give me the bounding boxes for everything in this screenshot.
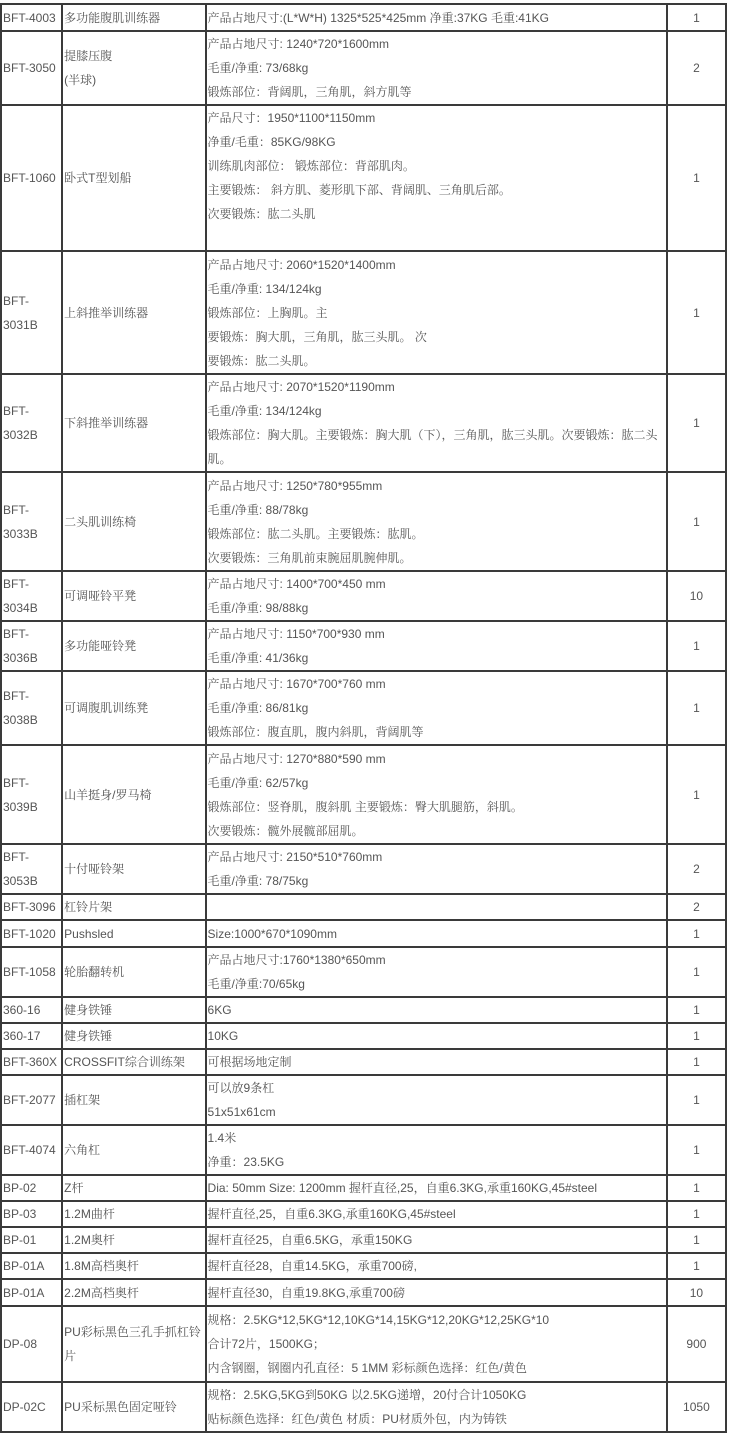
- spec-cell-line: 内含钢圈，钢圈内孔直径：5 1MM 彩标颜色选择：红色/黄色: [207, 1361, 527, 1375]
- product-name-cell-line: 健身铁锤: [64, 1029, 113, 1043]
- spec-cell-line: 握杆直径28，自重14.5KG，承重700磅,: [207, 1259, 417, 1273]
- quantity-cell: [667, 671, 726, 745]
- product-name-cell-line: 十付哑铃架: [64, 862, 125, 876]
- spec-cell: [206, 894, 667, 920]
- spec-cell-line: 1.4米: [207, 1131, 237, 1145]
- product-name-cell-line: 山羊挺身/罗马椅: [64, 787, 152, 802]
- product-name-cell: [62, 1279, 205, 1306]
- product-name-cell: [62, 374, 205, 472]
- product-name-cell: [62, 621, 205, 671]
- spec-cell-line: 锻炼部位：竖脊肌，腹斜肌 主要锻炼：臀大肌腿筋，斜肌。: [207, 799, 523, 814]
- quantity-cell: [667, 1125, 726, 1175]
- quantity-value: 2: [693, 61, 700, 75]
- model-cell: [1, 947, 62, 997]
- model-cell-line: DP-08: [3, 1337, 38, 1351]
- quantity-cell: [667, 105, 726, 251]
- quantity-cell: [667, 894, 726, 920]
- quantity-cell: [667, 1279, 726, 1306]
- table-row: [1, 1201, 726, 1227]
- product-name-cell-line: 二头肌训练椅: [64, 514, 137, 529]
- quantity-value: 1: [693, 1143, 700, 1157]
- spec-cell-line: 次要锻炼：肱二头肌: [207, 207, 316, 221]
- product-name-cell: [62, 571, 205, 621]
- quantity-cell: [667, 997, 726, 1023]
- model-cell-line: BFT-4003: [3, 10, 56, 25]
- model-cell-line: 3036B: [3, 651, 38, 665]
- model-cell-line: BFT-: [3, 577, 29, 591]
- product-name-cell: [62, 745, 205, 844]
- quantity-value: 1: [693, 514, 700, 529]
- spec-cell-line: 产品占地尺寸: 1270*880*590 mm: [207, 751, 386, 766]
- spec-cell-line: Size:1000*670*1090mm: [207, 926, 337, 941]
- quantity-cell: [667, 1306, 726, 1382]
- quantity-value: 1: [693, 1093, 700, 1107]
- table-row: [1, 1075, 726, 1125]
- spec-cell: [206, 1049, 667, 1075]
- spec-cell: [206, 1175, 667, 1201]
- spec-cell: [206, 1125, 667, 1175]
- spec-cell-line: 次要锻炼：髋外展髋部屈肌。: [207, 823, 364, 838]
- model-cell-line: BFT-: [3, 850, 29, 864]
- product-name-cell-line: 多功能哑铃凳: [64, 639, 137, 653]
- product-name-cell-line: 杠铃片架: [64, 900, 113, 914]
- quantity-value: 1: [693, 926, 700, 941]
- table-row: [1, 4, 726, 31]
- model-cell-line: 3053B: [3, 874, 38, 888]
- model-cell: [1, 374, 62, 472]
- spec-cell-line: 产品占地尺寸: 2070*1520*1190mm: [207, 380, 395, 394]
- quantity-value: 1: [693, 787, 700, 802]
- product-name-cell-line: 片: [64, 1349, 77, 1363]
- model-cell: [1, 1201, 62, 1227]
- model-cell-line: BFT-: [3, 775, 29, 790]
- quantity-value: 2: [693, 900, 700, 914]
- quantity-cell: [667, 1175, 726, 1201]
- model-cell-line: BFT-1060: [3, 171, 56, 185]
- table-row: [1, 1227, 726, 1253]
- product-name-cell-line: Z杆: [64, 1181, 84, 1195]
- product-name-cell: [62, 1023, 205, 1049]
- product-name-cell: [62, 671, 205, 745]
- quantity-cell: [667, 1049, 726, 1075]
- product-name-cell: [62, 251, 205, 374]
- quantity-cell: [667, 1075, 726, 1125]
- table-row: [1, 997, 726, 1023]
- spec-cell-line: [208, 226, 666, 250]
- quantity-value: 1: [693, 1233, 700, 1247]
- model-cell-line: BFT-: [3, 293, 29, 308]
- product-name-cell: [62, 472, 205, 571]
- spec-cell-line: [208, 895, 666, 919]
- spec-cell: [206, 745, 667, 844]
- model-cell-line: BFT-: [3, 689, 29, 703]
- spec-cell-line: 锻炼部位：背阔肌，三角肌，斜方肌等: [207, 85, 412, 99]
- spec-cell: [206, 1253, 667, 1279]
- model-cell-line: 3038B: [3, 713, 38, 727]
- product-name-cell-line: 可调腹肌训练凳: [64, 701, 149, 715]
- table-row: [1, 894, 726, 920]
- spec-cell-line: 可以放9条杠: [207, 1081, 275, 1095]
- model-cell-line: 3033B: [3, 526, 38, 541]
- product-name-cell: [62, 105, 205, 251]
- spec-cell-line: 净重：23.5KG: [207, 1155, 285, 1169]
- model-cell: [1, 894, 62, 920]
- product-name-cell-line: 提膝压腹: [64, 49, 113, 63]
- product-name-cell-line: 上斜推举训练器: [64, 305, 149, 320]
- spec-cell: [206, 251, 667, 374]
- quantity-value: 1: [693, 1055, 700, 1069]
- model-cell: [1, 1279, 62, 1306]
- product-name-cell-line: PU采标黑色固定哑铃: [64, 1400, 177, 1414]
- product-name-cell: [62, 997, 205, 1023]
- quantity-cell: [667, 1201, 726, 1227]
- model-cell-line: BFT-: [3, 627, 29, 641]
- model-cell: [1, 472, 62, 571]
- quantity-value: 2: [693, 862, 700, 876]
- product-name-cell: [62, 947, 205, 997]
- model-cell-line: BFT-360X: [3, 1055, 58, 1069]
- table-row: [1, 31, 726, 105]
- quantity-value: 1: [693, 1003, 700, 1017]
- quantity-value: 1: [693, 701, 700, 715]
- table-row: [1, 251, 726, 374]
- spec-cell-line: 毛重/净重: 98/88kg: [207, 601, 309, 615]
- model-cell-line: 3031B: [3, 317, 38, 332]
- spec-cell: [206, 1075, 667, 1125]
- model-cell: [1, 1306, 62, 1382]
- spec-cell-line: 毛重/净重: 73/68kg: [207, 61, 309, 75]
- product-name-cell-line: 六角杠: [64, 1143, 101, 1157]
- model-cell-line: BP-01A: [3, 1259, 45, 1273]
- table-row: [1, 571, 726, 621]
- table-row: [1, 1175, 726, 1201]
- spec-cell: [206, 31, 667, 105]
- spec-cell-line: 锻炼部位：上胸肌。主: [207, 305, 328, 320]
- spec-cell-line: 握杆直径25，自重6.5KG，承重150KG: [207, 1233, 413, 1247]
- quantity-cell: [667, 1023, 726, 1049]
- product-name-cell: [62, 894, 205, 920]
- model-cell: [1, 251, 62, 374]
- model-cell: [1, 920, 62, 947]
- quantity-cell: [667, 571, 726, 621]
- product-name-cell: [62, 1201, 205, 1227]
- spec-cell-line: 产品占地尺寸: 1150*700*930 mm: [207, 627, 385, 641]
- product-name-cell: [62, 1306, 205, 1382]
- model-cell-line: 3032B: [3, 428, 38, 442]
- spec-cell-line: 规格：2.5KG,5KG到50KG 以2.5KG递增，20付合计1050KG: [207, 1388, 527, 1402]
- product-name-cell-line: 健身铁锤: [64, 1003, 113, 1017]
- spec-cell-line: 肌。: [207, 452, 232, 466]
- spec-cell-line: 可根据场地定制: [207, 1055, 292, 1069]
- spec-cell-line: 毛重/净重: 134/124kg: [207, 404, 322, 418]
- spec-cell-line: 产品占地尺寸: 1250*780*955mm: [207, 478, 383, 493]
- table-body: [1, 4, 726, 1432]
- model-cell-line: BP-02: [3, 1181, 37, 1195]
- quantity-cell: [667, 4, 726, 31]
- spec-cell-line: 产品占地尺寸:1760*1380*650mm: [207, 953, 386, 967]
- quantity-value: 1: [693, 416, 700, 430]
- spec-cell-line: 6KG: [207, 1003, 232, 1017]
- quantity-value: 1: [693, 10, 700, 25]
- model-cell: [1, 4, 62, 31]
- product-name-cell-line: 1.8M高档奥杆: [64, 1259, 139, 1273]
- quantity-value: 1: [693, 1029, 700, 1043]
- spec-cell-line: 51x51x61cm: [207, 1105, 276, 1119]
- spec-cell-line: 毛重/净重: 88/78kg: [207, 502, 309, 517]
- spec-cell-line: 握杆直径,25，自重6.3KG,承重160KG,45#steel: [207, 1207, 456, 1221]
- model-cell-line: BFT-: [3, 404, 29, 418]
- spec-cell-line: 主要锻炼： 斜方肌、菱形肌下部、背阔肌、三角肌后部。: [207, 183, 511, 197]
- table-row: [1, 1049, 726, 1075]
- model-cell: [1, 621, 62, 671]
- product-name-cell: [62, 1125, 205, 1175]
- model-cell: [1, 745, 62, 844]
- spec-cell: [206, 947, 667, 997]
- spec-cell: [206, 1279, 667, 1306]
- quantity-value: 1: [693, 965, 700, 979]
- spec-cell-line: 毛重/净重: 134/124kg: [207, 281, 322, 296]
- table-row: [1, 374, 726, 472]
- table-row: [1, 671, 726, 745]
- spec-cell-line: 次要锻炼：三角肌前束腕屈肌腕伸肌。: [207, 550, 412, 565]
- model-cell: [1, 1125, 62, 1175]
- model-cell-line: DP-02C: [3, 1400, 46, 1414]
- table-row: [1, 1306, 726, 1382]
- model-cell: [1, 1382, 62, 1432]
- quantity-value: 1050: [683, 1400, 710, 1414]
- spec-cell-line: 毛重/净重: 41/36kg: [207, 651, 309, 665]
- quantity-value: 900: [686, 1337, 707, 1351]
- table-row: [1, 105, 726, 251]
- spec-cell-line: 毛重/净重: 78/75kg: [207, 874, 309, 888]
- spec-cell-line: 毛重/净重:70/65kg: [207, 977, 305, 991]
- product-name-cell-line: 下斜推举训练器: [64, 416, 149, 430]
- model-cell: [1, 844, 62, 894]
- spec-cell-line: 产品占地尺寸: 2150*510*760mm: [207, 850, 383, 864]
- spec-cell-line: 净重/毛重：85KG/98KG: [207, 135, 336, 149]
- spec-cell: [206, 671, 667, 745]
- spec-cell: [206, 920, 667, 947]
- quantity-cell: [667, 844, 726, 894]
- product-name-cell-line: Pushsled: [64, 926, 114, 941]
- spec-cell-line: 产品占地尺寸:(L*W*H) 1325*525*425mm 净重:37KG 毛重:41KG: [207, 10, 549, 25]
- quantity-cell: [667, 1227, 726, 1253]
- table-row: [1, 1279, 726, 1306]
- spec-cell-line: 合计72片，1500KG；: [207, 1337, 325, 1351]
- spec-cell: [206, 105, 667, 251]
- spec-cell: [206, 621, 667, 671]
- model-cell: [1, 1253, 62, 1279]
- table-row: [1, 1253, 726, 1279]
- model-cell-line: 360-16: [3, 1003, 41, 1017]
- model-cell: [1, 1075, 62, 1125]
- model-cell: [1, 1227, 62, 1253]
- spec-cell: [206, 1306, 667, 1382]
- spec-cell-line: 训练肌肉部位： 锻炼部位：背部肌肉。: [207, 159, 415, 173]
- model-cell-line: BFT-4074: [3, 1143, 56, 1157]
- quantity-value: 1: [693, 1259, 700, 1273]
- spec-cell-line: 锻炼部位：腹直肌，腹内斜肌，背阔肌等: [207, 725, 424, 739]
- spec-cell-line: 10KG: [207, 1029, 239, 1043]
- product-name-cell: [62, 1049, 205, 1075]
- model-cell-line: BFT-: [3, 502, 29, 517]
- model-cell: [1, 31, 62, 105]
- table-row: [1, 920, 726, 947]
- model-cell: [1, 1049, 62, 1075]
- product-name-cell-line: 多功能腹肌训练器: [64, 10, 161, 25]
- table-row: [1, 947, 726, 997]
- spec-cell-line: 产品占地尺寸: 1400*700*450 mm: [207, 577, 386, 591]
- product-name-cell: [62, 1227, 205, 1253]
- table-row: [1, 844, 726, 894]
- model-cell-line: 360-17: [3, 1029, 41, 1043]
- spec-cell-line: 锻炼部位：肱二头肌。主要锻炼：肱肌。: [207, 526, 424, 541]
- quantity-value: 1: [693, 305, 700, 320]
- spec-cell-line: 贴标颜色选择：红色/黄色 材质：PU材质外包，内为铸铁: [207, 1412, 507, 1426]
- spec-cell-line: 产品占地尺寸: 2060*1520*1400mm: [207, 257, 396, 272]
- spec-cell-line: 产品占地尺寸: 1670*700*760 mm: [207, 677, 386, 691]
- table-row: [1, 1382, 726, 1432]
- quantity-value: 1: [693, 1207, 700, 1221]
- model-cell-line: BP-03: [3, 1207, 37, 1221]
- product-name-cell-line: 插杠架: [64, 1093, 101, 1107]
- table-row: [1, 1125, 726, 1175]
- quantity-cell: [667, 947, 726, 997]
- spec-cell-line: 产品占地尺寸: 1240*720*1600mm: [207, 37, 389, 51]
- product-name-cell-line: 可调哑铃平凳: [64, 589, 137, 603]
- model-cell: [1, 671, 62, 745]
- model-cell-line: BFT-2077: [3, 1093, 56, 1107]
- product-name-cell: [62, 920, 205, 947]
- model-cell: [1, 997, 62, 1023]
- product-name-cell-line: 1.2M曲杆: [64, 1207, 115, 1221]
- model-cell-line: BP-01A: [3, 1285, 45, 1300]
- spec-cell-line: 握杆直径30，自重19.8KG,承重700磅: [207, 1285, 405, 1300]
- product-name-cell-line: CROSSFIT综合训练架: [64, 1055, 185, 1069]
- quantity-cell: [667, 920, 726, 947]
- model-cell: [1, 1023, 62, 1049]
- spec-cell: [206, 844, 667, 894]
- table-row: [1, 621, 726, 671]
- spec-cell-line: 锻炼部位：胸大肌。主要锻炼：胸大肌（下），三角肌，肱三头肌。次要锻炼：肱二头: [207, 428, 658, 442]
- product-name-cell-line: 2.2M高档奥杆: [64, 1285, 139, 1300]
- spec-cell: [206, 997, 667, 1023]
- spec-cell-line: 毛重/净重: 86/81kg: [207, 701, 309, 715]
- model-cell-line: BFT-3096: [3, 900, 56, 914]
- quantity-cell: [667, 251, 726, 374]
- model-cell: [1, 1175, 62, 1201]
- quantity-cell: [667, 621, 726, 671]
- product-name-cell-line: 卧式T型划船: [64, 171, 132, 185]
- spec-cell-line: 规格：2.5KG*12,5KG*12,10KG*14,15KG*12,20KG*12,25KG*10: [207, 1313, 550, 1327]
- table-row: [1, 1023, 726, 1049]
- model-cell-line: BFT-3050: [3, 61, 56, 75]
- product-name-cell: [62, 1175, 205, 1201]
- model-cell-line: BFT-1058: [3, 965, 56, 979]
- spec-cell: [206, 1201, 667, 1227]
- quantity-cell: [667, 745, 726, 844]
- product-name-cell-line: PU彩标黑色三孔手抓杠铃: [64, 1325, 201, 1339]
- spec-cell: [206, 1382, 667, 1432]
- spec-cell-line: 产品尺寸：1950*1100*1150mm: [207, 111, 376, 125]
- product-name-cell-line: 1.2M奥杆: [64, 1233, 115, 1247]
- model-cell-line: BFT-1020: [3, 926, 56, 941]
- quantity-cell: [667, 1382, 726, 1432]
- spec-cell: [206, 374, 667, 472]
- quantity-value: 1: [693, 171, 700, 185]
- model-cell-line: 3034B: [3, 601, 38, 615]
- spec-cell-line: 要锻炼：胸大肌，三角肌，肱三头肌。 次: [207, 329, 427, 344]
- spec-cell-line: 毛重/净重: 62/57kg: [207, 775, 309, 790]
- product-name-cell-line: 轮胎翻转机: [64, 965, 125, 979]
- product-name-cell: [62, 1075, 205, 1125]
- spec-cell-line: 要锻炼：肱二头肌。: [207, 353, 316, 368]
- quantity-value: 1: [693, 1181, 700, 1195]
- model-cell: [1, 571, 62, 621]
- spec-cell: [206, 4, 667, 31]
- spec-cell-line: Dia: 50mm Size: 1200mm 握杆直径,25，自重6.3KG,承重160KG,45#steel: [207, 1181, 598, 1195]
- product-name-cell-line: (半球): [64, 73, 97, 87]
- model-cell-line: BP-01: [3, 1233, 37, 1247]
- quantity-value: 1: [693, 639, 700, 653]
- product-name-cell: [62, 844, 205, 894]
- quantity-cell: [667, 472, 726, 571]
- quantity-value: 10: [689, 589, 704, 603]
- table-row: [1, 745, 726, 844]
- quantity-cell: [667, 1253, 726, 1279]
- quantity-cell: [667, 31, 726, 105]
- product-spec-table: [0, 3, 727, 1433]
- model-cell: [1, 105, 62, 251]
- spec-cell: [206, 571, 667, 621]
- spec-cell: [206, 1227, 667, 1253]
- model-cell-line: 3039B: [3, 799, 38, 814]
- spec-cell: [206, 472, 667, 571]
- spec-cell: [206, 1023, 667, 1049]
- quantity-cell: [667, 374, 726, 472]
- table-row: [1, 472, 726, 571]
- quantity-value: 10: [689, 1285, 704, 1300]
- product-name-cell: [62, 4, 205, 31]
- product-name-cell: [62, 31, 205, 105]
- product-name-cell: [62, 1382, 205, 1432]
- product-name-cell: [62, 1253, 205, 1279]
